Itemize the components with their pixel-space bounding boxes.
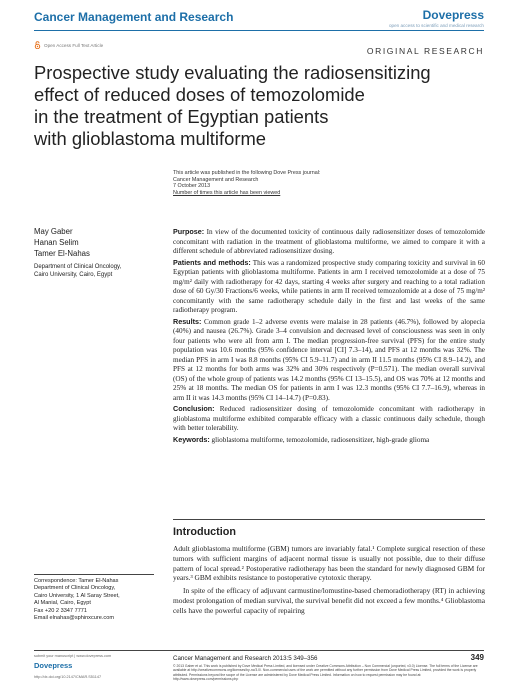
article-type: ORIGINAL RESEARCH <box>366 46 484 56</box>
title-line: effect of reduced doses of temozolomide <box>34 84 365 105</box>
abstract-label: Keywords: <box>173 434 210 444</box>
abstract-text: This was a randomized prospective study comparing toxicity and survival in 60 Egyptian patients with glioblastoma multiforme. Patients in arm I received temozolomide at a dose of 75 mg/m² daily with radiotherapy for 42 days, starting 4 weeks after surgery and reaching to a total radiation dose of 60 Gy/30 Fractions/6 weeks, while patients in arm II received temozolomide at a dose of 75 mg/m² concomitantly with the same radiotherapy schedule daily in the first and last weeks of the same radiotherapy program. <box>173 258 485 314</box>
correspondence <box>34 578 120 622</box>
views-link[interactable]: Number of times this article has been viewed <box>173 189 281 196</box>
publication-info <box>173 170 423 196</box>
introduction-body <box>173 544 485 616</box>
title-line: with glioblastoma multiforme <box>34 128 267 149</box>
author-list <box>34 226 90 259</box>
page-number: 349 <box>470 653 484 662</box>
title-line: in the treatment of Egyptian patients <box>34 106 329 127</box>
correspondence-email[interactable]: Email elnahas@sphinxcure.com <box>34 615 114 622</box>
abstract <box>173 227 485 446</box>
author-name: Tamer El-Nahas <box>34 249 90 258</box>
correspondence-line: Cairo University, 1 Al Saray Street, <box>34 592 120 599</box>
footer-publisher-logo[interactable]: Dovepress <box>34 661 73 670</box>
abstract-text: glioblastoma multiforme, temozolomide, radiosensitizer, high-grade glioma <box>209 435 430 444</box>
pubinfo-line: This article was published in the following Dove Press journal: <box>173 170 321 176</box>
abstract-text: Reduced radiosensitizer dosing of temozolomide concomitant with radiotherapy in glioblastoma multiforme exhibited comparable efficacy with a classic continuous daily schedule, though with better tolerability. <box>173 405 485 432</box>
correspondence-line: Al Manial, Cairo, Egypt <box>34 600 91 607</box>
introduction-divider <box>173 519 485 520</box>
affiliation <box>34 264 121 279</box>
header-divider <box>34 30 484 31</box>
section-heading: Introduction <box>173 526 236 538</box>
correspondence-divider <box>34 574 154 575</box>
open-access-lock-icon <box>34 41 41 49</box>
abstract-conclusion <box>173 404 485 434</box>
doi-link[interactable]: http://dx.doi.org/10.2147/CMAR.S51147 <box>34 675 102 679</box>
affiliation-line: Cairo University, Cairo, Egypt <box>34 271 113 278</box>
publisher-tagline: open access to scientific and medical research <box>389 23 484 28</box>
page-header <box>0 0 518 36</box>
abstract-results <box>173 317 485 404</box>
author-name: May Gaber <box>34 227 73 236</box>
open-access-label: Open Access Full Text Article <box>44 42 104 48</box>
abstract-purpose <box>173 227 485 257</box>
paragraph: In spite of the efficacy of adjuvant carmustine/lomustine-based chemoradiotherapy (RT) in achieving modest prolongation of median survival, the survival benefit did not exceed a few months.⁴ Glioblastoma cells have the powerful capacity of repairing <box>173 586 485 615</box>
submit-link[interactable]: submit your manuscript | www.dovepress.com <box>34 654 112 658</box>
correspondence-line: Fax +20 2 3347 7771 <box>34 607 88 614</box>
abstract-label: Results: <box>173 316 202 326</box>
article-title <box>34 62 474 150</box>
footer-citation: Cancer Management and Research 2013:5 349–356 <box>173 655 318 662</box>
correspondence-line: Department of Clinical Oncology, <box>34 585 116 592</box>
abstract-label: Conclusion: <box>173 404 215 413</box>
abstract-keywords <box>173 435 485 446</box>
pubinfo-journal: Cancer Management and Research <box>173 176 259 183</box>
journal-name[interactable]: Cancer Management and Research <box>34 10 234 24</box>
footer-divider <box>34 650 484 651</box>
author-name: Hanan Selim <box>34 238 79 247</box>
abstract-methods <box>173 258 485 316</box>
open-access-badge <box>34 41 103 49</box>
abstract-label: Purpose: <box>173 227 205 236</box>
pubinfo-date: 7 October 2013 <box>173 183 211 190</box>
affiliation-line: Department of Clinical Oncology, <box>34 264 122 270</box>
publisher-logo[interactable]: Dovepress <box>422 8 484 22</box>
abstract-label: Patients and methods: <box>173 257 251 267</box>
abstract-text: In view of the documented toxicity of continuous daily radiosensitizer doses of temozolomide concomitant with radiation in the treatment of glioblastoma multiforme, we aimed to compare it with a different schedule of abbreviated radiosensitizer dosing. <box>173 228 485 255</box>
abstract-text: Common grade 1–2 adverse events were malaise in 28 patients (46.7%), followed by alopecia (40%) and nausea (26.7%). Grade 3–4 convulsion and decreased level of consciousness was seen in only four patients who were all from arm I. The median progression-free survival (PFS) for the entire study population was 10.6 months (95% confidence interval [CI] 7.3–14), and PFS at 12 months was 32%. The median PFS in arm I was 8.8 months (95% CI 5.9–11.7) and in arm II 11.5 months (95% CI 8.9–14.2), and PFS at 12 months for both arms was 32% and 30% respectively (P=0.571). The median overall survival (OS) of the whole group of patients was 14.2 months (95% CI 13–15.5), and OS was 70% at 12 months and 25% at 18 months. The median OS for patients in arm I was 12.3 months (95% CI 7.7–16.9), whereas in arm II it was 14.3 months (95% CI 14–14.7) (P=0.83). <box>173 317 485 402</box>
paragraph: Adult glioblastoma multiforme (GBM) tumors are invariably fatal.¹ Complete surgical resection of these tumors with sufficient margins of adjacent normal tissue is usually not possible, due to their diffuse pattern of local spread.² Postoperative radiotherapy has been the standard for newly diagnosed GBM for years.³ GBM exhibits resistance to postoperative cytotoxic therapy. <box>173 544 485 583</box>
correspondence-line: Correspondence: Tamer El-Nahas <box>34 578 119 584</box>
license-text: © 2013 Gaber et al. This work is published by Dove Medical Press Limited, and licensed under Creative Commons Attribution – Non Commercial (unported, v3.0) License. The full terms of the License are available at http://creativecommons.org/licenses/by-nc/3.0/. Non-commercial uses of the work are permitted without any further permission from Dove Medical Press Limited, provided the work is properly attributed. Permissions beyond the scope of the License are administered by Dove Medical Press Limited. Information on how to request permission may be found at: http://www.dovepress.com/permissions.php <box>173 664 478 682</box>
title-line: Prospective study evaluating the radiosensitizing <box>34 62 431 83</box>
